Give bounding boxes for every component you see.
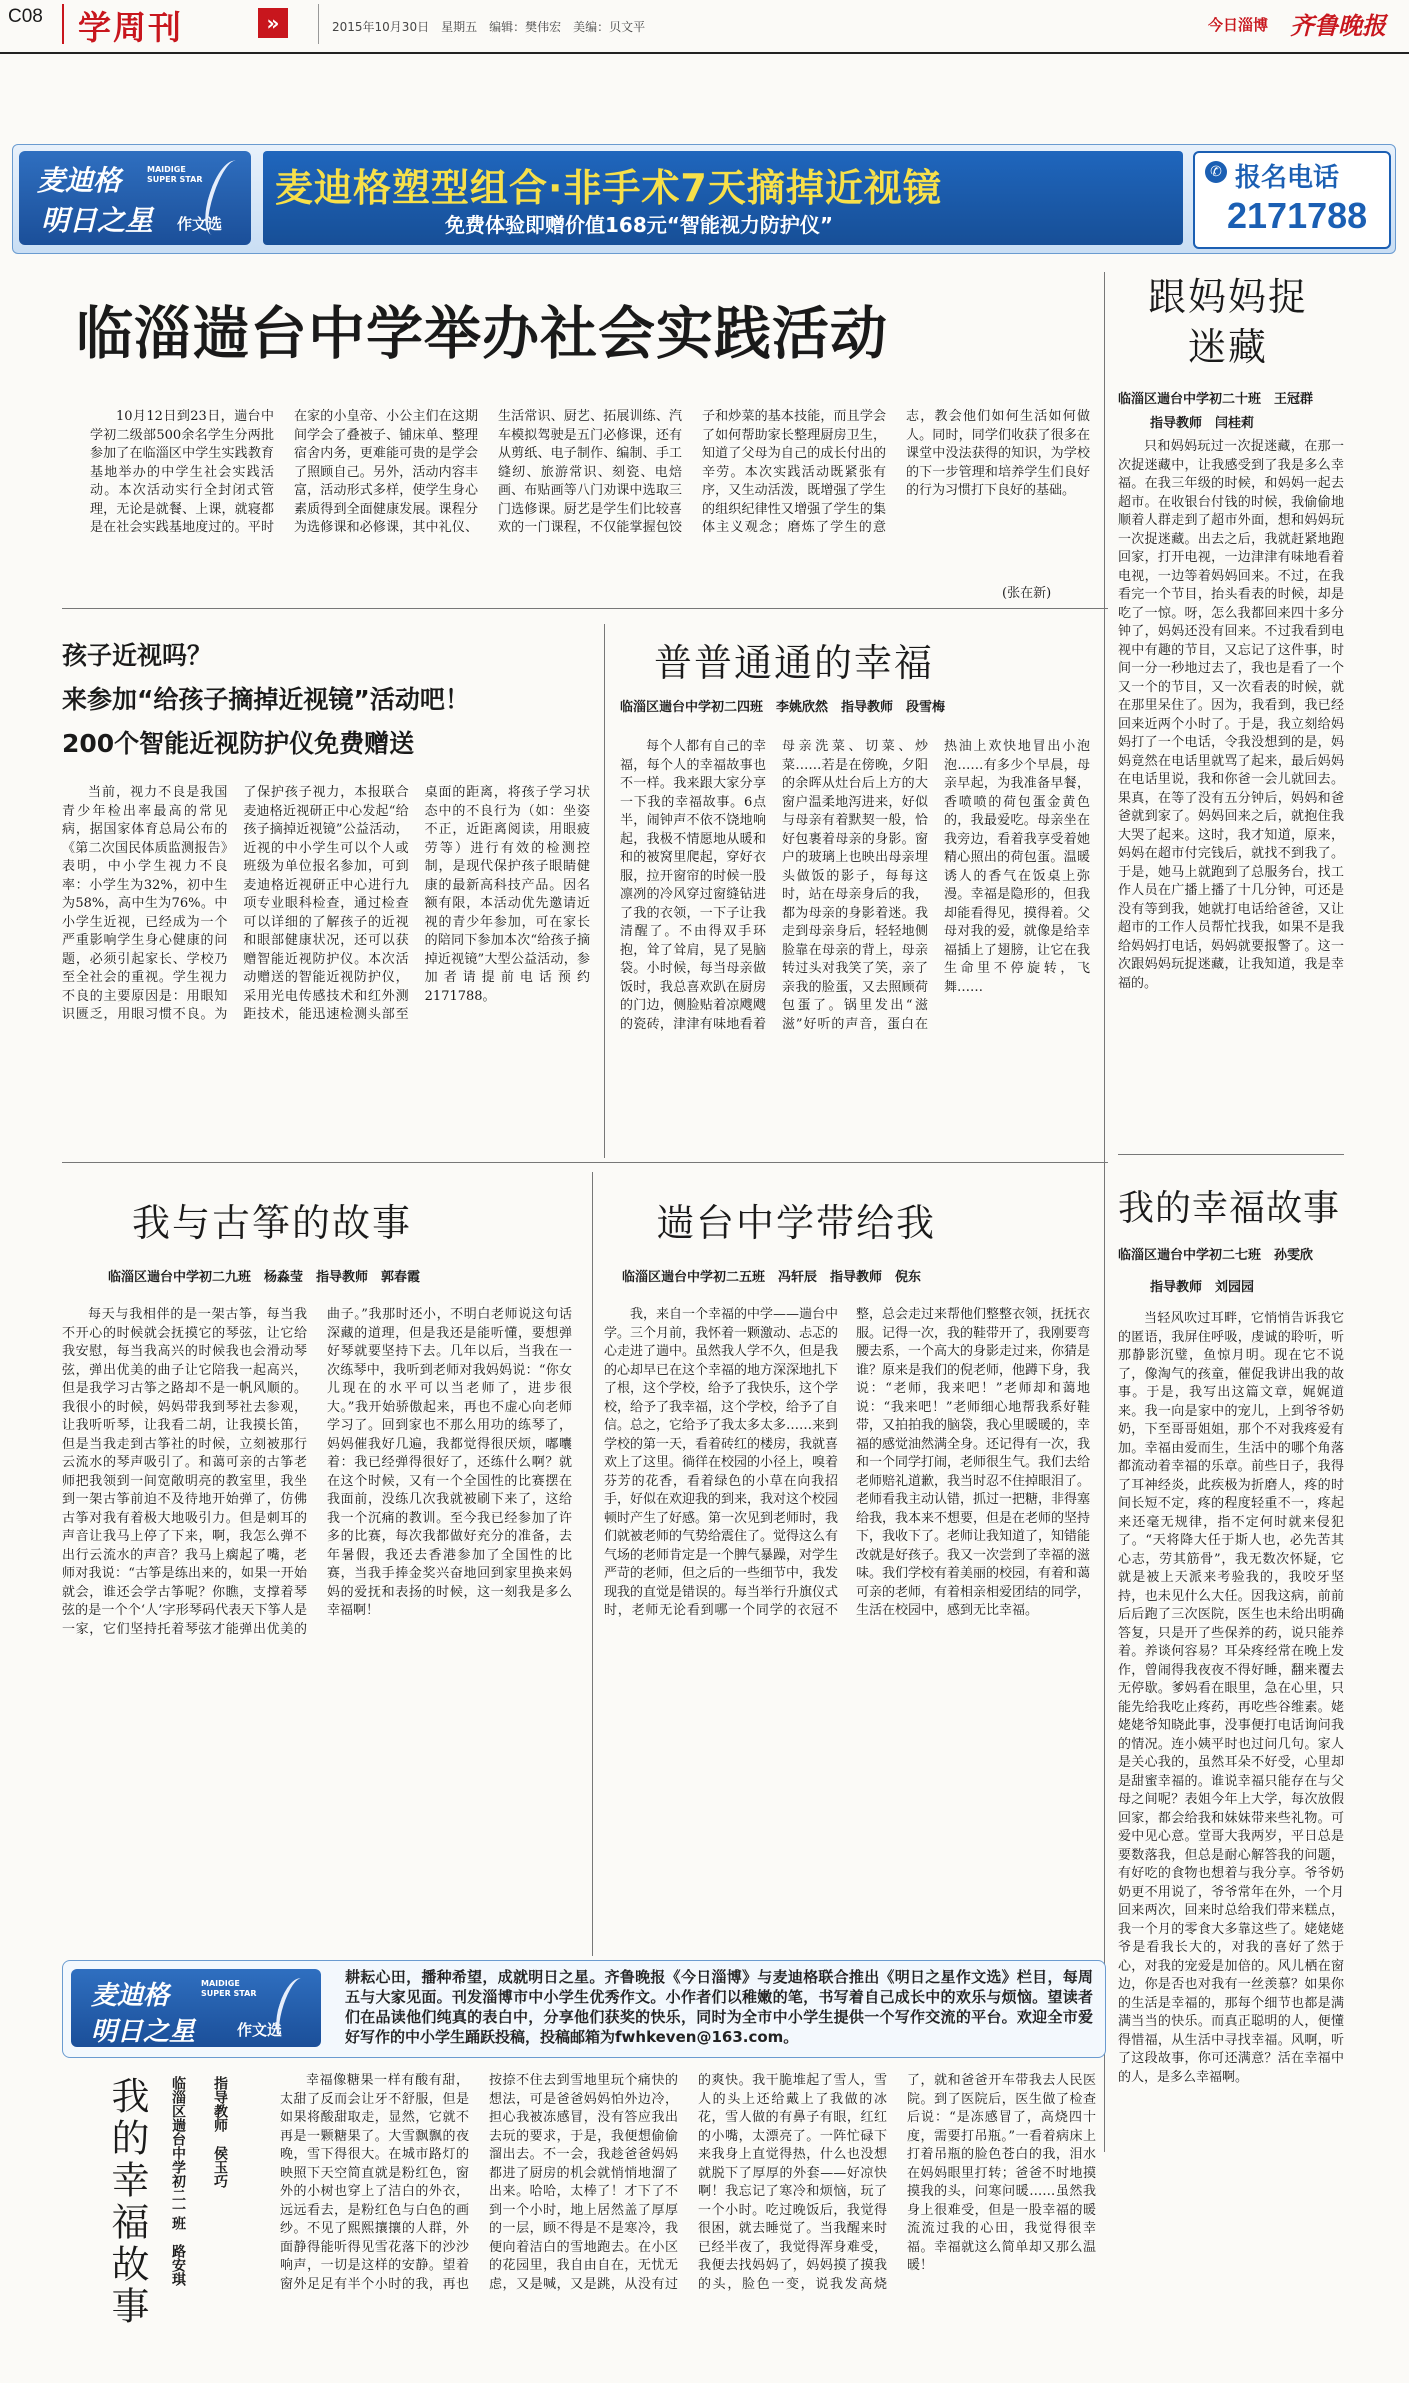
happiness-title: 普普通通的幸福 <box>654 641 935 685</box>
ad-headline: 麦迪格塑型组合·非手术7天摘掉近视镜 <box>275 166 942 210</box>
main-article-title: 临淄遄台中学举办社会实践活动 <box>76 301 888 367</box>
hide-seek-body <box>1118 438 1344 1140</box>
mid-ad-logo-line2: 明日之星 <box>91 2017 196 2047</box>
ad-subline: 免费体验即赠价值168元“智能视力防护仪” <box>445 213 834 237</box>
top-ad-banner <box>12 144 1396 254</box>
mid-ad-text: 耕耘心田，播种希望，成就明日之星。齐鲁晚报《今日淄博》与麦迪格联合推出《明日之星作文选》栏目，每周五与大家见面。刊发淄博市中小学生优秀作文。小作者们以稚嫩的笔，书写着自己成长中的欢乐与烦恼。望读者们在品读他们纯真的表白中，分享他们获奖的快乐，同时为全市中小学生提供一个写作交流的平台。欢迎全市爱好写作的中小学生踊跃投稿，投稿邮箱为fwhkeven@163.com。 <box>345 1968 1093 2046</box>
mid-ad-banner <box>62 1960 1106 2058</box>
mid-ad-logo <box>71 1969 321 2047</box>
brand-logo: 齐鲁晚报 <box>1290 11 1386 40</box>
school-byline: 临淄区遄台中学初二五班 冯轩辰 指导教师 倪东 <box>622 1270 922 1285</box>
hide-seek-title <box>1148 272 1308 372</box>
happiness-text: 每个人都有自己的幸福，每个人的幸福故事也不一样。我来跟大家分享一下我的幸福故事。6点半，闹钟声不依不饶地响起，我极不情愿地从暖和和的被窝里爬起，穿好衣服，拉开窗帘的时候一股凛冽的冷风穿过窗缝钻进了我的衣领，一下子让我清醒了。不由得双手环抱，耸了耸肩，晃了晃脑袋。小时候，每当母亲做饭时，我总喜欢趴在厨房的门边，侧脸贴着凉飕飕的瓷砖，津津有味地看着母亲洗菜、切菜、炒菜……若是在傍晚，夕阳的余晖从灶台后上方的大窗户温柔地泻进来，好似与母亲有着默契一般，恰好包裹着母亲的身影。窗户的玻璃上也映出母亲埋头做饭的影子，每每这时，站在母亲身后的我，都为母亲的身影着迷。我走到母亲身后，轻轻地侧脸靠在母亲的背上，母亲转过头对我笑了笑，亲了亲我的脸蛋，又去照顾荷包蛋了。锅里发出“滋滋”好听的声音，蛋白在热油上欢快地冒出小泡泡……有多少个早晨，母亲早起，为我准备早餐，香喷喷的荷包蛋金黄色的，我最爱吃。母亲坐在我旁边，看着我享受着她精心照出的荷包蛋。温暖诱人的香气在饭桌上弥漫。幸福是隐形的，但我却能看得见，摸得着。父母对我的爱，就像是给幸福插上了翅膀，让它在我生命里不停旋转，飞舞…… <box>620 739 1090 1032</box>
feather-icon <box>198 156 251 239</box>
section-title: 学周刊 <box>78 8 183 47</box>
brand-small: 今日淄博 <box>1208 16 1269 34</box>
my-story-right-title: 我的幸福故事 <box>1118 1188 1341 1229</box>
rule-zither <box>592 1172 593 1956</box>
myopia-title-3: 200个智能近视防护仪免费赠送 <box>62 729 415 758</box>
ad-phone-label: 报名电话 <box>1235 163 1340 193</box>
ad-logo <box>19 151 251 245</box>
myopia-title-1: 孩子近视吗？ <box>62 641 213 670</box>
page-code: C08 <box>8 6 43 27</box>
ad-logo-en: MAIDIGE SUPER STAR <box>147 165 203 184</box>
rule-right-column <box>1104 272 1105 2152</box>
myopia-text: 当前，视力不良是我国青少年检出率最高的常见病，据国家体育总局公布的《第二次国民体质监测报告》表明，中小学生视力不良率：小学生为32%，初中生为58%，高中生为76%。中小学生近视，已经成为一个严重影响学生身心健康的问题，必须引起家长、学校乃至全社会的重视。学生视力不良的主要原因是：用眼知识匮乏，用眼习惯不良。为了保护孩子视力，本报联合麦迪格近视研正中心发起“给孩子摘掉近视镜”公益活动，近视的中小学生可以个人或班级为单位报名参加，可到麦迪格近视研正中心进行九项专业眼科检查，通过检查可以详细的了解孩子的近视和眼部健康状况，还可以获赠智能近视防护仪。本次活动赠送的智能近视防护仪，采用光电传感技术和红外测距技术，能迅速检测头部至桌面的距离，将孩子学习状态中的不良行为（如：坐姿不正，近距离阅读，用眼疲劳等）进行有效的检测控制，是现代保护孩子眼睛健康的最新高科技产品。因名额有限，本活动优先邀请近视的青少年参加，可在家长的陪同下参加本次“给孩子摘掉近视镜”大型公益活动，参加者请提前电话预约2171788。 <box>62 785 590 1022</box>
hide-seek-text: 只和妈妈玩过一次捉迷藏，在那一次捉迷藏中，让我感受到了我是多么幸福。在我三年级的时候，和妈妈一起去超市。在收银台付钱的时候，我偷偷地顺着人群走到了超市外面，想和妈妈玩一次捉迷藏。出去之后，我就赶紧地跑回家，打开电视，一边津津有味地看着电视，一边等着妈妈回来。不过，在我看完一个节目，抬头看表的时候，却是吃了一惊。呀，怎么我都回来四十多分钟了，妈妈还没有回来。不过我看到电视中有趣的节目，又忘记了这件事，时间一分一秒地过去了，我也是看了一个又一个的节目，又一次看表的时候，就在那里呆住了。因为，我看到，我已经回来近两个小时了。于是，我立刻给妈妈打了一个电话，令我没想到的是，妈妈竟然在电话里就骂了起来，最后妈妈在电话里说，我和你爸一会儿就回去。果真，在等了没有五分钟后，妈妈和爸爸就到家了。妈妈回来之后，就抱住我大哭了起来。这时，我才知道，原来，妈妈在超市付完钱后，就找不到我了。于是，她马上就跑到了总服务台，找工作人员在广播上播了十几分钟，可还是没有等到我，她就打电话给爸爸，又让超市的工作人员帮忙找我，如果不是我给妈妈打电话，妈妈就要报警了。这一次跟妈妈玩捉迷藏，让我知道，我是幸福的。 <box>1118 439 1344 991</box>
rule-myopia <box>604 624 605 1158</box>
hide-seek-byline-1: 临淄区遄台中学初二十班 王冠群 <box>1118 392 1314 407</box>
happiness-byline: 临淄区遄台中学初二四班 李姚欣然 指导教师 段雪梅 <box>620 700 946 715</box>
zither-body <box>62 1306 572 1952</box>
hide-seek-title-text: 跟妈妈捉迷藏 <box>1148 275 1309 369</box>
school-text: 我，来自一个幸福的中学——遄台中学。三个月前，我怀着一颗激动、忐忑的心走进了遄中。虽然我人学不久，但是我的心却早已在这个幸福的地方深深地扎下了根，这个学校，给予了我快乐，这个学校，给予了我幸福，这个学校，给予了自信。总之，它给予了我太多太多……来到学校的第一天，看着砖红的楼房，我就喜欢上了这里。徜徉在校园的小径上，嗅着芬芳的花香，看着绿色的小草在向我招手，好似在欢迎我的到来，我对这个校园顿时产生了好感。第一次见到老师时，我们就被老师的气势给震住了。觉得这么有气场的老师肯定是一个脾气暴躁，对学生严苛的老师，但之后的一些细节中，我发现我的直觉是错误的。每当举行升旗仪式时，老师无论看到哪一个同学的衣冠不整，总会走过来帮他们整整衣领，抚抚衣服。记得一次，我的鞋带开了，我刚要弯腰去系，一个高大的身影走过来，你猜是谁？原来是我们的倪老师，他蹲下身，我说：“老师，我来吧！”老师却和蔼地说：“我来吧！”老师细心地帮我系好鞋带，又拍拍我的脑袋，我心里暖暖的，幸福的感觉油然满全身。还记得有一次，我和一个同学打闹，老师很生气。我们去给老师赔礼道歉，我当时忍不住掉眼泪了。老师看我主动认错，抓过一把糖，非得塞给我，我本来不想要，但是在老师的坚持下，我收下了。老师让我知道了，知错能改就是好孩子。我又一次尝到了幸福的滋味。我们学校有着美丽的校园，有着和蔼可亲的老师，有着相亲相爱团结的同学，生活在校园中，感到无比幸福。 <box>604 1307 1090 1618</box>
my-story-right-byline-1: 临淄区遄台中学初二七班 孙雯欣 <box>1118 1248 1314 1263</box>
myopia-body <box>62 784 590 1150</box>
my-story-right-byline-2: 指导教师 刘园园 <box>1150 1280 1255 1295</box>
zither-title: 我与古筝的故事 <box>132 1201 413 1245</box>
rule-main <box>62 608 1108 609</box>
my-story-bottom-text: 幸福像糖果一样有酸有甜，太甜了反而会让牙不舒服，但是如果将酸甜取走，显然，它就不再是一颗糖果了。大雪飘飘的夜晚，雪下得很大。在城市路灯的映照下天空简直就是粉红色，窗外的小树也穿上了洁白的外衣，远远看去，是粉红色与白色的画纱。不见了熙熙攘攘的人群，外面静得能听得见雪花落下的沙沙响声，一切是这样的安静。望着窗外足足有半个小时的我，再也按捺不住去到雪地里玩个痛快的想法，可是爸爸妈妈怕外边冷，担心我被冻感冒，没有答应我出去玩的要求，于是，我便想偷偷溜出去。不一会，我趁爸爸妈妈都进了厨房的机会就悄悄地溜了出来。哈哈，太棒了！才下了不到一个小时，地上居然盖了厚厚的一层，顾不得是不是寒冷，我便向着洁白的雪地跑去。在小区的花园里，我自由自在，无忧无虑，又是喊，又是跳，从没有过的爽快。我干脆堆起了雪人，雪人的头上还给戴上了我做的冰花，雪人做的有鼻子有眼，红红的小嘴，太漂亮了。一阵忙碌下来我身上直觉得热，什么也没想就脱下了厚厚的外套——好凉快啊！我忘记了寒冷和烦恼，玩了一个小时。吃过晚饭后，我觉得很困，就去睡觉了。当我醒来时已经半夜了，我觉得浑身难受，我便去找妈妈了，妈妈摸了摸我的头，脸色一变，说我发高烧了，就和爸爸开车带我去人民医院。到了医院后，医生做了检查后说：“是冻感冒了，高烧四十度，需要打吊瓶。”一看着病床上打着吊瓶的脸色苍白的我，泪水在妈妈眼里打转；爸爸不时地摸摸我的头，问寒问暖……虽然我身上很难受，但是一股幸福的暖流流过我的心田，我觉得很幸福。幸福就这么简单却又那么温暖！ <box>280 2073 1096 2292</box>
rule-middle <box>62 1162 1108 1163</box>
my-story-right-body <box>1118 1310 1344 2370</box>
zither-text: 每天与我相伴的是一架古筝，每当我不开心的时候就会抚摸它的琴弦，让它给我安慰，每当我高兴的时候我也会滑动琴弦，弹出优美的曲子让它陪我一起高兴，但是我学习古筝之路却不是一帆风顺的。我很小的时候，妈妈带我到琴社去参观，让我听听琴，让我看二胡，让我摸长笛，但是当我走到古筝社的时候，立刻被那行云流水的琴声吸引了。和蔼可亲的古筝老师把我领到一间宽敞明亮的教室里，我坐到一架古筝前迫不及待地开始弹了，仿佛古筝对我有着极大地吸引力。但是刺耳的声音让我马上停了下来，啊，我怎么弹不出行云流水的声音？我马上瘸起了嘴，老师对我说：“古筝是练出来的，如果一开始就会，谁还会学古筝呢？你瞧，支撑着琴弦的是一个个‘人’字形琴码代表天下筝人是一家，它们坚持托着琴弦才能弹出优美的曲子。”我那时还小，不明白老师说这句话深藏的道理，但是我还是能听懂，要想弹好琴就要坚持下去。几年以后，当我在一次练琴中，我听到老师对我妈妈说：“你女儿现在的水平可以当老师了，进步很大。”我开始骄傲起来，再也不虚心向老师学习了。回到家也不那么用功的练琴了，妈妈催我好几遍，我都觉得很厌烦，嘟囔着：我已经弹得很好了，还练什么啊？就在这个时候，又有一个全国性的比赛摆在我面前，没练几次我就被刷下来了，这给我一个沉痛的教训。至今我已经参加了许多的比赛，每次我都做好充分的准备，去年暑假，我还去香港参加了全国性的比赛，当我手捧金奖兴奋地回到家里换来妈妈的爱抚和表扬的时候，这一刻我是多么幸福啊！ <box>62 1307 572 1637</box>
ad-logo-tag: 作文选 <box>177 215 223 233</box>
dateline: 2015年10月30日 星期五 编辑：樊伟宏 美编：贝文平 <box>332 20 646 34</box>
main-article-body <box>90 408 1090 620</box>
mid-ad-logo-tag: 作文选 <box>237 2021 283 2039</box>
myopia-title-2: 来参加“给孩子摘掉近视镜”活动吧！ <box>62 685 470 714</box>
zither-byline: 临淄区遄台中学初二九班 杨淼莹 指导教师 郭春霞 <box>108 1270 421 1285</box>
phone-icon: ✆ <box>1205 161 1227 183</box>
hide-seek-byline-2: 指导教师 闫桂莉 <box>1150 416 1255 431</box>
school-body <box>604 1306 1090 1952</box>
header-divider-2 <box>318 4 319 44</box>
my-story-bottom-byline-2: 指导教师 侯玉巧 <box>212 2076 228 2188</box>
my-story-bottom-title: 我的幸福故事 <box>105 2076 149 2328</box>
rule-right-1 <box>1118 1154 1344 1155</box>
header-rule <box>0 52 1409 54</box>
main-article-text: 10月12日到23日，遄台中学初二级部500余名学生分两批参加了在临淄区中学生实践教育基地举办的中学生社会实践活动。本次活动实行全封闭式管理，无论是就餐、上课，就寝都是在社会实践基地度过的。平时在家的小皇帝、小公主们在这期间学会了叠被子、铺床单、整理宿舍内务，更难能可贵的是学会了照顾自己。另外，活动内容丰富，活动形式多样，使学生身心素质得到全面健康发展。课程分为选修课和必修课，其中礼仪、生活常识、厨艺、拓展训练、汽车模拟驾驶是五门必修课，还有从剪纸、电子制作、编制、手工缝纫、旅游常识、刻瓷、电焙画、布贴画等八门劝课中选取三门选修课。厨艺是学生们比较喜欢的一门课程，不仅能掌握包饺子和炒菜的基本技能，而且学会了如何帮助家长整理厨房卫生，知道了父母为自己的成长付出的辛劳。本次实践活动既紧张有序，又生动活泼，既增强了学生的组织纪律性又增强了学生的集体主义观念；磨炼了学生的意志，教会他们如何生活如何做人。同时，同学们收获了很多在课堂中没法获得的知识，为学校的下一步管理和培养学生们良好的行为习惯打下良好的基础。 <box>90 409 1090 535</box>
mid-ad-logo-line1: 麦迪格 <box>91 1981 170 2011</box>
ad-logo-line1: 麦迪格 <box>37 164 122 197</box>
my-story-bottom-byline-1: 临淄区遄台中学初二一班 路安琪 <box>170 2076 186 2286</box>
double-chevron-icon: » <box>258 8 288 38</box>
ad-phone-number: 2171788 <box>1227 195 1368 236</box>
main-article-author: (张在新) <box>1002 586 1052 601</box>
mid-ad-logo-en: MAIDIGE SUPER STAR <box>201 1979 257 1998</box>
mid-feather-icon <box>270 1975 314 2042</box>
my-story-bottom-body <box>280 2072 1096 2378</box>
school-title: 遄台中学带给我 <box>656 1201 937 1245</box>
my-story-right-text: 当轻风吹过耳畔，它悄悄告诉我它的匿语，我屏住呼吸，虔诚的聆听，听那静影沉璧，鱼惊月明。现在它不说了，像淘气的孩童，催促我讲出我的故事。于是，我写出这篇文章，娓娓道来。我一向是家中的宠儿，上到爷爷奶奶，下至哥哥姐姐，那个不对我疼爱有加。幸福由爱而生，生活中的哪个角落都流动着幸福的乐章。前些日子，我得了耳神经炎，此疾极为折磨人，疼的时间长短不定，疼的程度轻重不一，疼起来还毫无规律，指不定何时就来侵犯了。“天将降大任于斯人也，必先苦其心志，劳其筋骨”，我无数次怀疑，它就是被上天派来考验我的，我咬牙坚持，也未见什么大任。因我这病，前前后后跑了三次医院，医生也未给出明确答复，只是开了些保养的药，说只能养着。养谈何容易？耳朵疼经常在晚上发作，曾闹得我夜夜不得好睡，翻来覆去无停歇。爹妈看在眼里，急在心里，只能先给我吃止疼药，再吃些谷维素。姥姥姥爷知晓此事，没事便打电话询问我的情况。连小姨平时也过问几句。家人是关心我的，虽然耳朵不好受，心里却是甜蜜幸福的。谁说幸福只能存在与父母之间呢？表姐今年上大学，每次放假回家，都会给我和妹妹带来些礼物。可爱中见心意。堂哥大我两岁，平日总是要数落我，但总是耐心解答我的问题，有好吃的食物也想着与我分享。爷爷奶奶更不用说了，爷爷常年在外，一个月回来两次，回来时总给我们带来糕点，我一个月的零食大多靠这些了。姥姥姥爷是看我长大的，对我的喜好了然于心，对我的宠爱是加倍的。风儿栖在窗边，你是否也对我有一丝羡慕？如果你的生活是幸福的，那每个细节也都是满满当当的快乐。而真正聪明的人，便懂得惜福，从生活中寻找幸福。风啊，听了这段故事，你可还满意？活在幸福中的人，是多么幸福啊。 <box>1118 1311 1344 2085</box>
ad-logo-line2: 明日之星 <box>41 204 154 237</box>
happiness-body <box>620 738 1090 1154</box>
header-divider <box>62 4 64 44</box>
